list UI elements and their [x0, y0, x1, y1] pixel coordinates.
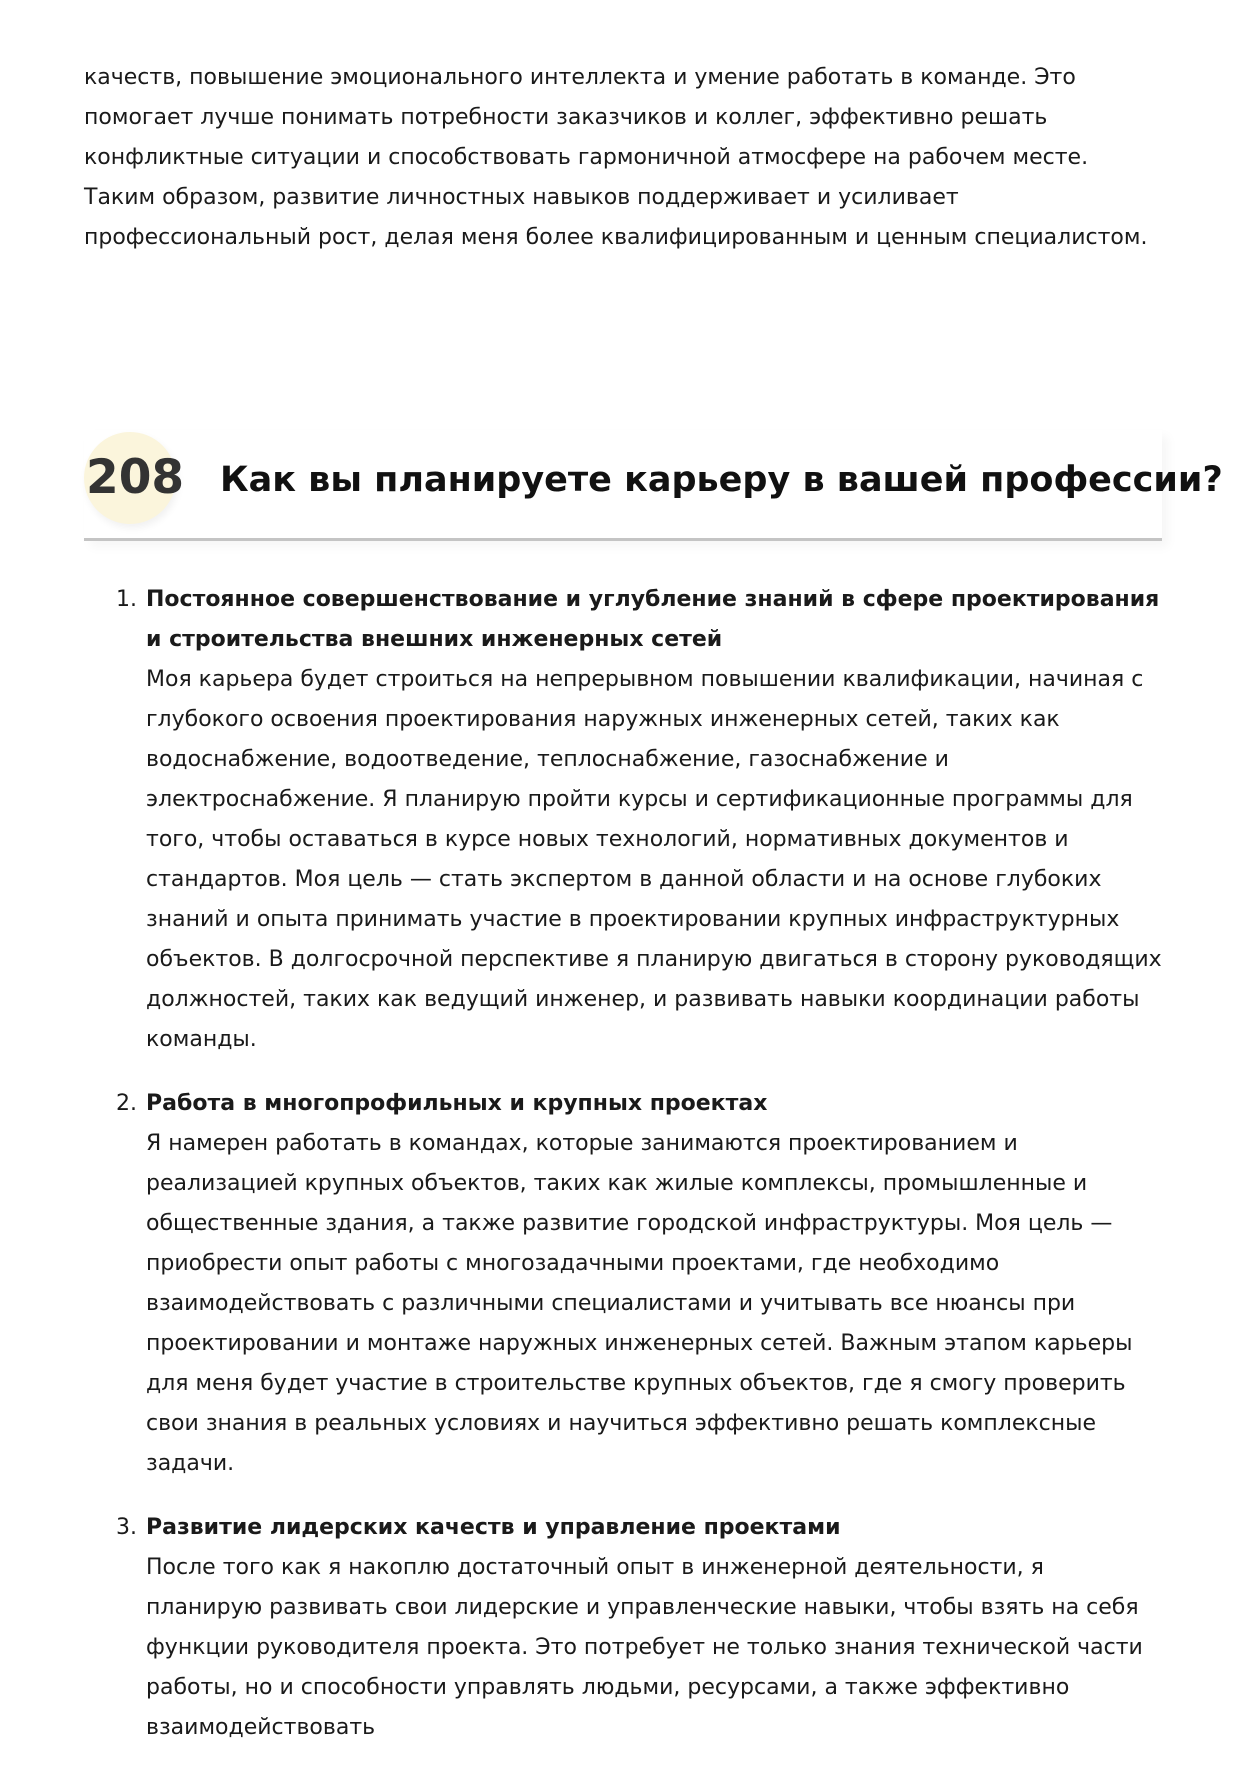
- question-header: [84, 430, 1223, 541]
- answer-number: 3.: [116, 1515, 137, 1540]
- answer-title: Работа в многопрофильных и крупных проектах: [146, 1091, 768, 1116]
- intro-paragraph: качеств, повышение эмоционального интеллекта и умение работать в команде. Это помогает лучше понимать потребности заказчиков и коллег, эффективно решать конфликтные ситуации и способствовать гармоничной атмосфере на рабочем месте. Таким образом, развитие личностных навыков поддерживает и усиливает профессиональный рост, делая меня более квалифицированным и ценным специалистом.: [84, 65, 1148, 250]
- answer-body: Моя карьера будет строиться на непрерывном повышении квалификации, начиная с глубокого освоения проектирования наружных инженерных сетей, таких как водоснабжение, водоотведение, теплоснабжение, газоснабжение и электроснабжение. Я планирую пройти курсы и сертификационные программы для того, чтобы оставаться в курсе новых технологий, нормативных документов и стандартов. Моя цель — стать экспертом в данной области и на основе глубоких знаний и опыта принимать участие в проектировании крупных инфраструктурных объектов. В долгосрочной перспективе я планирую двигаться в сторону руководящих должностей, таких как ведущий инженер, и развивать навыки координации работы команды.: [146, 667, 1162, 1052]
- answer-title: Развитие лидерских качеств и управление проектами: [146, 1515, 841, 1540]
- answer-item-3: [116, 1508, 1166, 1748]
- answer-number: 1.: [116, 587, 137, 612]
- answer-list: [116, 580, 1166, 1772]
- answer-body: После того как я накоплю достаточный опыт в инженерной деятельности, я планирую развивать свои лидерские и управленческие навыки, чтобы взять на себя функции руководителя проекта. Это потребует не только знания технической части работы, но и способности управлять людьми, ресурсами, а также эффективно взаимодействовать: [146, 1555, 1143, 1740]
- answer-title: Постоянное совершенствование и углубление знаний в сфере проектирования и строительства внешних инженерных сетей: [146, 587, 1160, 652]
- question-title: Как вы планируете карьеру в вашей профессии?: [220, 460, 1223, 500]
- question-number: 208: [86, 450, 185, 505]
- answer-body: Я намерен работать в командах, которые занимаются проектированием и реализацией крупных объектов, таких как жилые комплексы, промышленные и общественные здания, а также развитие городской инфраструктуры. Моя цель — приобрести опыт работы с многозадачными проектами, где необходимо взаимодействовать с различными специалистами и учитывать все нюансы при проектировании и монтаже наружных инженерных сетей. Важным этапом карьеры для меня будет участие в строительстве крупных объектов, где я смогу проверить свои знания в реальных условиях и научиться эффективно решать комплексные задачи.: [146, 1131, 1133, 1476]
- answer-item-2: [116, 1084, 1166, 1484]
- answer-number: 2.: [116, 1091, 137, 1116]
- answer-item-1: [116, 580, 1166, 1060]
